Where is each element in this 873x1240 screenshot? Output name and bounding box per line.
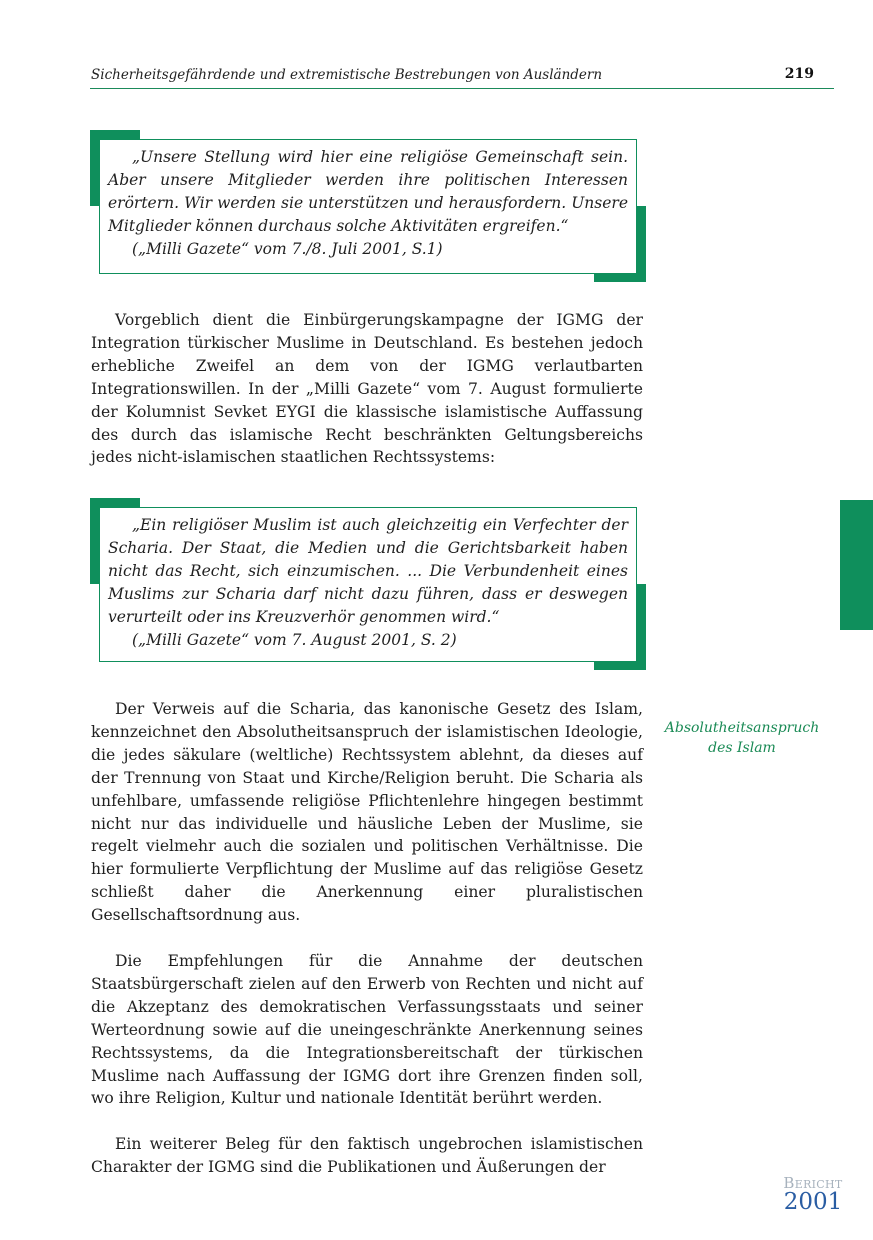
quote-box-2 bbox=[90, 498, 646, 670]
quote-frame bbox=[99, 139, 637, 274]
report-logo bbox=[772, 1176, 854, 1214]
margin-note bbox=[664, 718, 820, 758]
quote-frame bbox=[99, 507, 637, 662]
report-logo-year: 2001 bbox=[783, 1189, 843, 1215]
margin-note-line-2: des Islam bbox=[708, 740, 776, 756]
quote-body: „Ein religiöser Muslim ist auch gleichzeitig ein Verfechter der Scharia. Der Staat, die Medien und die Gerichtsbarkeit haben nicht das Recht, sich einzumischen. ... Die Verbundenheit eines Muslims zur Scharia darf nicht dazu führen, dass er deswegen verurteilt oder ins Kreuzverhör genommen wird.“ bbox=[108, 516, 628, 626]
page-number: 219 bbox=[784, 66, 814, 82]
paragraph-2 bbox=[91, 698, 643, 927]
paragraph-text: Ein weiterer Beleg für den faktisch ungebrochen islamistischen Charakter der IGMG sind die Publikationen und Äußerungen der bbox=[91, 1135, 643, 1176]
running-header bbox=[90, 66, 834, 89]
paragraph-4 bbox=[91, 1133, 643, 1179]
paragraph-1 bbox=[91, 309, 643, 469]
paragraph-3 bbox=[91, 950, 643, 1110]
header-title: Sicherheitsgefährdende und extremistische Bestrebungen von Ausländern bbox=[91, 67, 603, 83]
margin-note-line-1: Absolutheitsanspruch bbox=[664, 720, 820, 736]
quote-text bbox=[108, 146, 628, 261]
quote-box-1 bbox=[90, 130, 646, 282]
paragraph-text: Vorgeblich dient die Einbürgerungskampagne der IGMG der Integration türkischer Muslime in Deutschland. Es bestehen jedoch erhebliche Zweifel an dem von der IGMG verlautbarten Integrationswillen. In der „Milli Gazete“ vom 7. August formulierte der Kolumnist Sevket EYGI die klassische islamistische Auffassung des durch das islamische Recht beschränkten Geltungsbereichs jedes nicht-islamischen staatlichen Rechtssystems: bbox=[91, 311, 643, 467]
quote-body: „Unsere Stellung wird hier eine religiöse Gemeinschaft sein. Aber unsere Mitglieder werden ihre politischen Interessen erörtern. Wir werden sie unterstützen und herausfordern. Unsere Mitglieder können durchaus solche Aktivitäten ergreifen.“ bbox=[108, 148, 628, 235]
quote-source: („Milli Gazete“ vom 7. August 2001, S. 2) bbox=[132, 631, 457, 649]
quote-source: („Milli Gazete“ vom 7./8. Juli 2001, S.1) bbox=[132, 240, 443, 258]
quote-text bbox=[108, 514, 628, 652]
chapter-edge-tab bbox=[840, 500, 873, 630]
paragraph-text: Der Verweis auf die Scharia, das kanonische Gesetz des Islam, kennzeichnet den Absolutheitsanspruch der islamistischen Ideologie, die jedes säkulare (weltliche) Rechtssystem ablehnt, da dieses auf der Trennung von Staat und Kirche/Religion beruht. Die Scharia als unfehlbare, umfassende religiöse Pflichtenlehre hingegen bestimmt nicht nur das individuelle und häusliche Leben der Muslime, sie regelt vielmehr auch die sozialen und politischen Verhältnisse. Die hier formulierte Verpflichtung der Muslime auf das religiöse Gesetz schließt daher die Anerkennung einer pluralistischen Gesellschaftsordnung aus. bbox=[91, 700, 643, 925]
paragraph-text: Die Empfehlungen für die Annahme der deutschen Staatsbürgerschaft zielen auf den Erwerb von Rechten und nicht auf die Akzeptanz des demokratischen Verfassungsstaats und seiner Werteordnung sowie auf die uneingeschränkte Anerkennung seines Rechtssystems, da die Integrationsbereitschaft der türkischen Muslime nach Auffassung der IGMG dort ihre Grenzen finden soll, wo ihre Religion, Kultur und nationale Identität berührt werden. bbox=[91, 952, 643, 1108]
report-logo-word: Bericht bbox=[783, 1174, 843, 1192]
